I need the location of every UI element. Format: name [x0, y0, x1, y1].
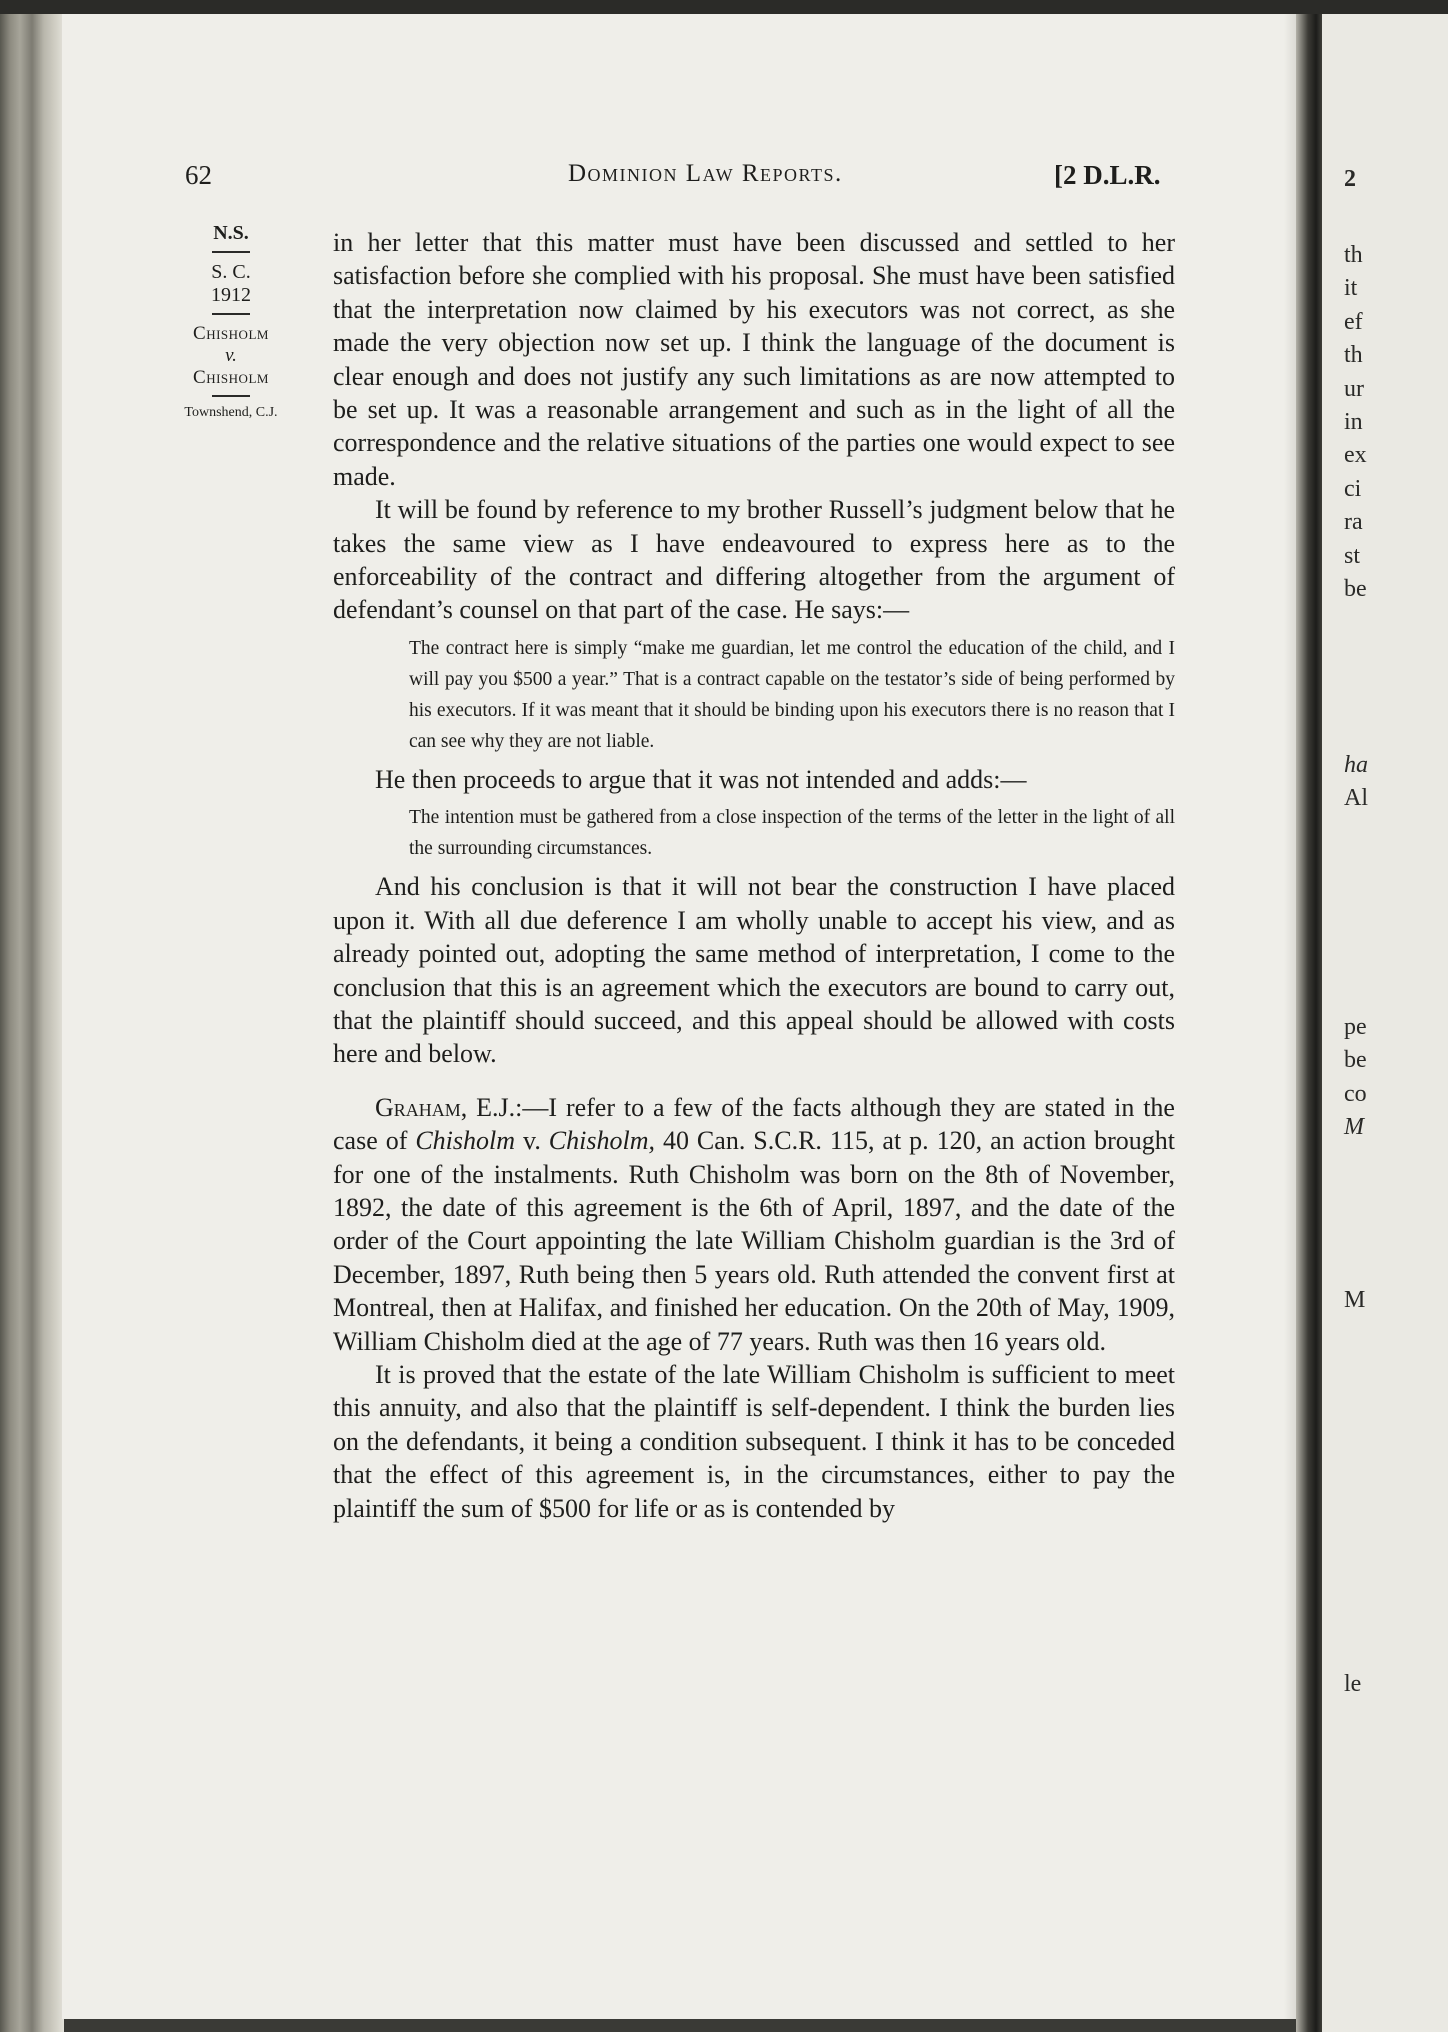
margin-jurisdiction: N.S.: [213, 222, 249, 244]
page-number: 62: [185, 160, 212, 190]
facing-page: [1322, 14, 1448, 2032]
margin-party-1: Chisholm: [193, 323, 269, 344]
facing-fragment: be: [1344, 1047, 1367, 1074]
running-title: Dominion Law Reports.: [568, 160, 843, 187]
facing-line-m: M: [1344, 1287, 1366, 1313]
body-text: [333, 226, 1175, 1525]
facing-line-le: le: [1344, 1671, 1362, 1697]
scan-border: [0, 0, 1448, 14]
facing-fragment: M: [1344, 1114, 1364, 1141]
margin-rule: [212, 395, 250, 397]
facing-fragment: ra: [1344, 509, 1363, 536]
margin-court: S. C.: [211, 261, 251, 283]
quotation-2: The intention must be gathered from a close inspection of the terms of the letter in the light of all the surrounding circumstances.: [409, 807, 1175, 860]
margin-judge: Townshend, C.J.: [184, 405, 278, 420]
book-spine: [0, 14, 64, 2032]
paragraph-1: in her letter that this matter must have been discussed and settled to her satisfaction before she complied with his proposal. She must have been satisfied that the interpretation now claimed by his executors was not correct, as she made the very objection now set up. I think the language of the document is clear enough and does not justify any such limitations as are now attempted to be set up. It was a reasonable arrangement and such as in the light of all the correspondence and the relative situations of the parties one would expect to see made.: [333, 228, 1175, 491]
facing-fragment: ur: [1344, 375, 1364, 402]
case-name-2: Chisholm,: [548, 1126, 655, 1156]
facing-fragment: st: [1344, 542, 1361, 569]
facing-fragment: it: [1344, 275, 1358, 302]
facing-fragment: th: [1344, 242, 1363, 268]
paragraph-4: And his conclusion is that it will not bear the construction I have placed upon it. With all due deference I am wholly unable to accept his view, and as already pointed out, adopting the same method of interpretation, I come to the conclusion that this is an agreement which the executors are bound to carry out, that the plaintiff should succeed, and this appeal should be allowed with costs here and below.: [333, 872, 1175, 1069]
facing-fragment: th: [1344, 342, 1363, 369]
margin-rule: [212, 251, 250, 253]
margin-rule: [212, 313, 250, 315]
facing-fragment: pe: [1344, 1014, 1367, 1040]
judge-name: Graham, E.J.: [375, 1092, 516, 1122]
facing-fragment: be: [1344, 576, 1367, 602]
margin-year: 1912: [211, 284, 251, 306]
paragraph-3: He then proceeds to argue that it was not intended and adds:—: [375, 764, 1027, 794]
margin-party-2: Chisholm: [193, 367, 269, 388]
quotation-1: The contract here is simply “make me guardian, let me control the education of the child, and I will pay you $500 a year.” That is a contract capable on the testator’s side of being performed by his executors. If it was meant that it should be binding upon his executors there is no reason that I can see why they are not liable.: [409, 637, 1175, 752]
paragraph-6: It is proved that the estate of the late William Chisholm is sufficient to meet this annuity, and also that the plaintiff is self-dependent. I think the burden lies on the defendants, it being a condition subsequent. I think it has to be conceded that the effect of this agreement is, in the circumstances, either to pay the plaintiff the sum of $500 for life or as is contended by: [333, 1359, 1175, 1523]
volume-reference: [2 D.L.R.: [1054, 160, 1161, 190]
marginal-note: [150, 222, 312, 421]
facing-fragment: in: [1344, 409, 1363, 435]
facing-header: 2: [1344, 166, 1356, 192]
facing-fragment: ex: [1344, 442, 1367, 469]
paragraph-5: Graham, E.J.:—I refer to a few of the facts although they are stated in the case of Chisholm v. Chisholm, 40 Can. S.C.R. 115, at p. 120, an action brought for one of the instalments. Ruth Chisholm was born on the 8th of November, 1892, the date of this agreement is the 6th of April, 1897, and the date of the order of the Court appointing the late William Chisholm guardian is the 3rd of December, 1897, Ruth being then 5 years old. Ruth attended the convent first at Montreal, then at Halifax, and finished her education. On the 20th of May, 1909, William Chisholm died at the age of 77 years. Ruth was then 16 years old.: [333, 1092, 1175, 1356]
case-name-1: Chisholm: [415, 1126, 516, 1156]
facing-fragment: ci: [1344, 475, 1362, 502]
facing-fragment: ef: [1344, 308, 1363, 335]
paragraph-2: It will be found by reference to my brother Russell’s judgment below that he takes the same view as I have endeavoured to express here as to the enforceability of the contract and differing altogether from the argument of defendant’s counsel on that part of the case. He says:—: [333, 495, 1175, 625]
facing-fragment: co: [1344, 1080, 1367, 1107]
facing-fragment: Al: [1344, 785, 1368, 812]
margin-versus: v.: [225, 345, 237, 366]
facing-fragment: ha: [1344, 752, 1368, 778]
